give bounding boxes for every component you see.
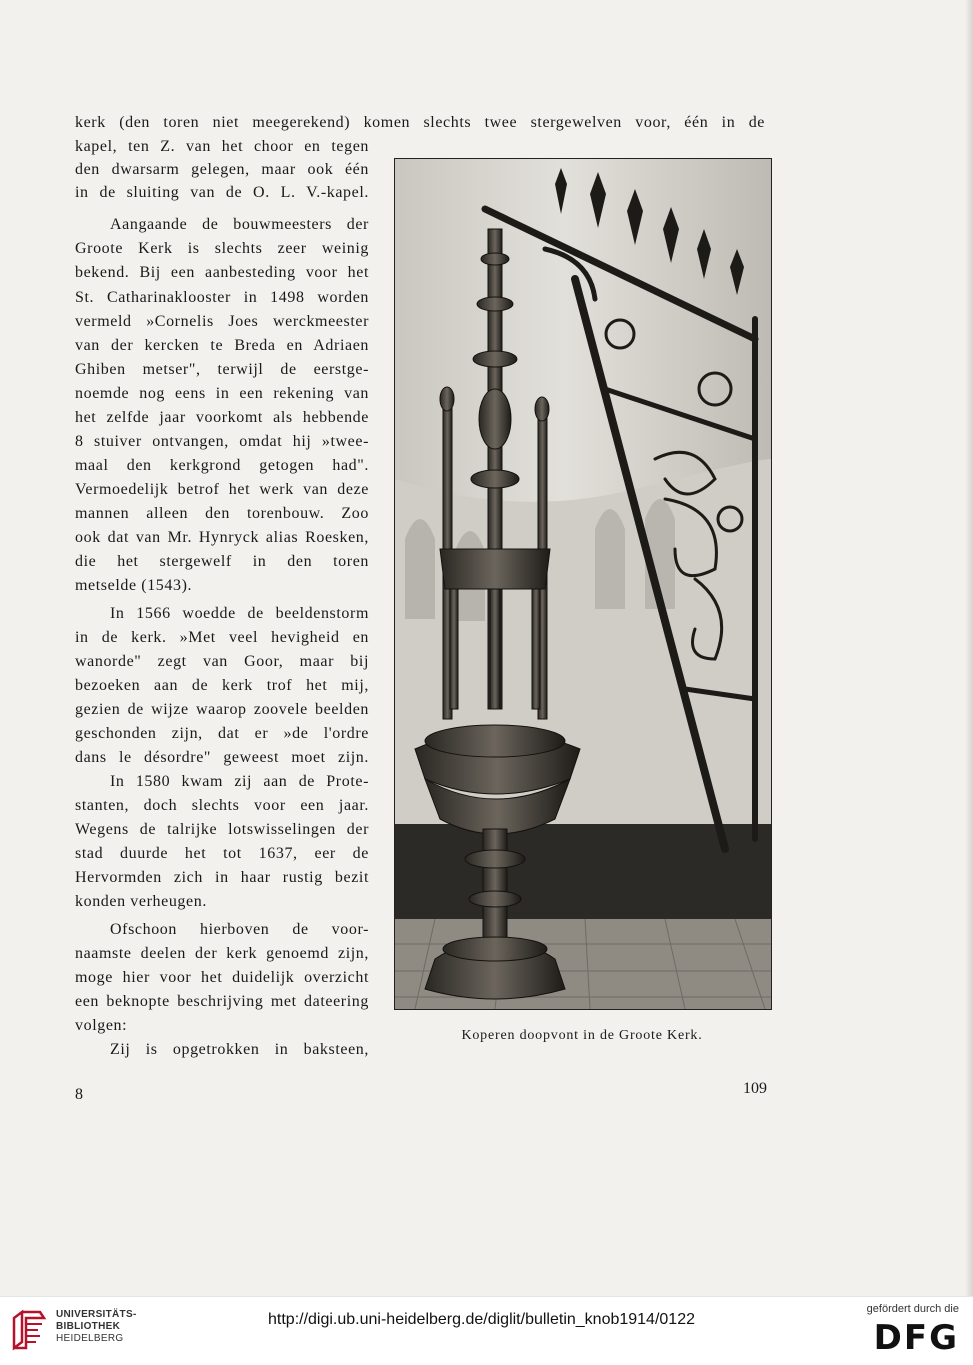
footer-bar [0,1296,973,1365]
text-line-20: metselde (1543). [75,577,193,594]
text-line-23: wanorde" zegt van Goor, maar bij [75,653,369,670]
library-name-line-2: BIBLIOTHEK [56,1321,121,1332]
text-line-17: mannen alleen den torenbouw. Zoo [75,505,369,522]
funder-text: gefördert durch die [866,1303,959,1315]
text-line-33: konden verheugen. [75,893,207,910]
page-number: 109 [743,1080,767,1097]
text-line-39: Zij is opgetrokken in baksteen, [110,1041,369,1058]
text-line-2: kapel, ten Z. van het choor en tegen [75,138,369,155]
text-line-14: 8 stuiver ontvangen, omdat hij »twee- [75,433,369,450]
text-line-3: den dwarsarm gelegen, maar ook één [75,161,369,178]
permalink-url[interactable]: http://digi.ub.uni-heidelberg.de/diglit/bulletin_knob1914/0122 [268,1311,695,1328]
text-line-37: een beknopte beschrijving met dateering [75,993,369,1010]
text-line-25: gezien de wijze waarop zoovele beelden [75,701,369,718]
text-line-27: dans le désordre" geweest moet zijn. [75,749,369,766]
text-line-1: kerk (den toren niet meegerekend) komen slechts twee stergewelven voor, één in de [75,114,765,131]
library-name-line-3: HEIDELBERG [56,1333,124,1344]
text-line-16: Vermoedelijk betrof het werk van deze [75,481,369,498]
text-line-8: St. Catharinaklooster in 1498 worden [75,289,369,306]
text-line-6: Groote Kerk is slechts zeer weinig [75,240,369,257]
text-line-32: Hervormden zich in haar rustig bezit [75,869,369,886]
text-line-18: ook dat van Mr. Hynryck alias Roesken, [75,529,369,546]
text-line-35: naamste deelen der kerk genoemd zijn, [75,945,369,962]
library-name-line-1: UNIVERSITÄTS- [56,1309,137,1320]
text-line-31: stad duurde het tot 1637, eer de [75,845,369,862]
text-line-22: in de kerk. »Met veel hevigheid en [75,629,369,646]
library-name [56,1309,137,1345]
text-line-34: Ofschoon hierboven de voor- [110,921,369,938]
page-edge-shadow [965,0,973,1296]
text-line-24: bezoeken aan de kerk trof het mij, [75,677,369,694]
text-line-19: die het stergewelf in den toren [75,553,369,570]
text-line-38: volgen: [75,1017,128,1034]
text-line-26: geschonden zijn, dat er »de l'ordre [75,725,369,742]
text-line-29: stanten, doch slechts voor een jaar. [75,797,369,814]
text-line-10: van der kercken te Breda en Adriaen [75,337,369,354]
text-line-30: Wegens de talrijke lotswisselingen der [75,821,369,838]
text-line-21: In 1566 woedde de beeldenstorm [110,605,369,622]
text-line-7: bekend. Bij een aanbesteding voor het [75,264,369,281]
dfg-logo: DFG [873,1318,959,1358]
text-line-9: vermeld »Cornelis Joes werckmeester [75,313,369,330]
font-photograph [394,158,772,1010]
text-line-13: het zelfde jaar voorkomt als hebbende [75,409,369,426]
university-library-logo-icon [10,1308,48,1352]
text-line-15: maal den kerkgrond getogen had". [75,457,369,474]
text-line-12: noemde nog eens in een rekening van [75,385,369,402]
text-line-5: Aangaande de bouwmeesters der [110,216,369,233]
photo-caption: Koperen doopvont in de Groote Kerk. [461,1028,703,1043]
text-line-36: moge hier voor het duidelijk overzicht [75,969,369,986]
text-line-4: in de sluiting van de O. L. V.-kapel. [75,184,369,201]
text-line-11: Ghiben metser", terwijl de eerstge- [75,361,369,378]
text-line-28: In 1580 kwam zij aan de Prote- [110,773,369,790]
signature-mark: 8 [75,1086,83,1103]
